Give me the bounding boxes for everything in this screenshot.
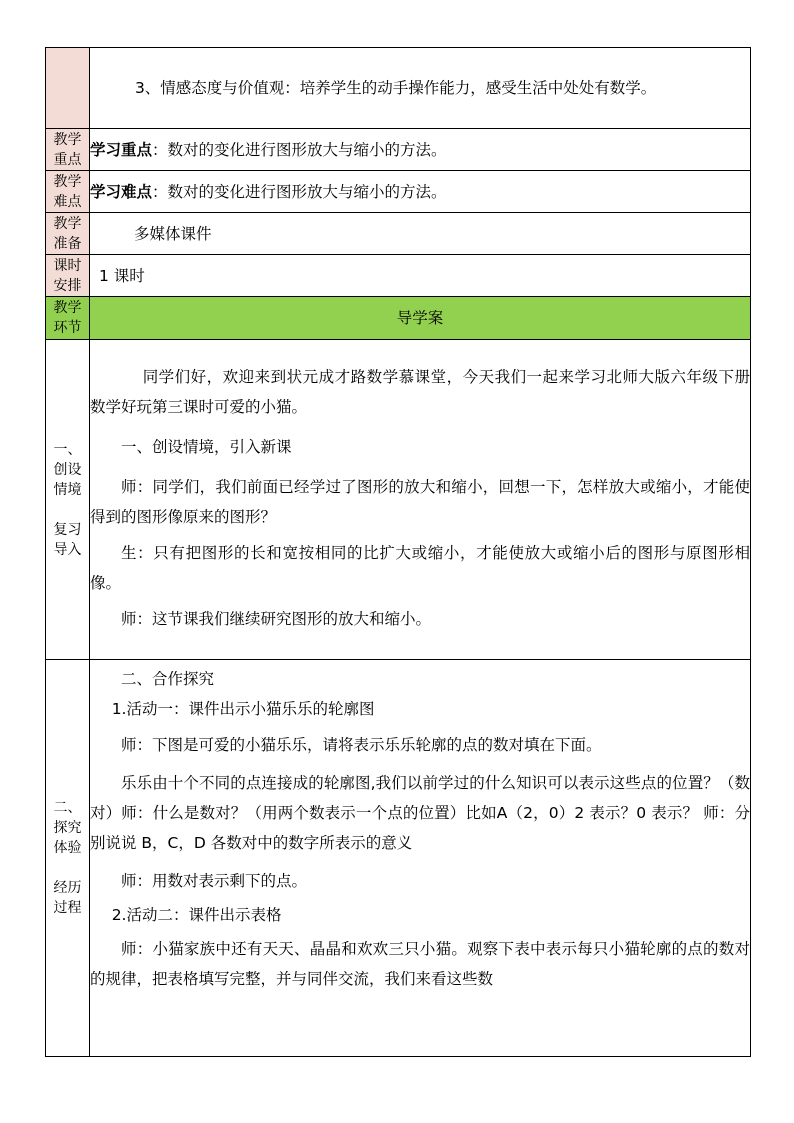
schedule-content: 1 课时	[90, 255, 751, 297]
section-header-label: 教学 环节	[46, 297, 90, 340]
activity2-title: 2.活动二：课件出示表格	[111, 906, 282, 924]
preparation-label: 教学 准备	[46, 213, 90, 255]
student-answer: 生：只有把图形的长和宽按相同的比扩大或缩小，才能使放大或缩小后的图形与原图形相像。	[90, 543, 750, 592]
activity1-discussion: 乐乐由十个不同的点连接成的轮廓图,我们以前学过的什么知识可以表示这些点的位置？（数对）师：什么是数对？（用两个数表示一个点的位置）比如A（2，0）2 表示？0 表示？ 师：分别说说 B，C，D 各数对中的数字所表示的意义	[90, 774, 750, 852]
difficulty-label: 教学 难点	[46, 171, 90, 213]
part2-label: 二、 探究 体验 经历 过程	[46, 660, 90, 1057]
part2-heading: 二、合作探究	[121, 670, 215, 688]
activity1-instruction: 师：下图是可爱的小猫乐乐，请将表示乐乐轮廓的点的数对填在下面。	[121, 736, 602, 754]
key-point-title: 学习重点	[90, 140, 153, 159]
emotion-goal-text: 3、情感态度与价值观：培养学生的动手操作能力，感受生活中处处有数学。	[134, 79, 657, 97]
part2-row	[46, 660, 751, 1057]
difficulty-row	[46, 171, 751, 213]
part1-label: 一、 创设 情境 复习 导入	[46, 340, 90, 660]
activity1-remaining: 师：用数对表示剩下的点。	[121, 872, 308, 890]
difficulty-text: ：数对的变化进行图形放大与缩小的方法。	[152, 182, 447, 201]
part1-row	[46, 340, 751, 660]
key-point-row	[46, 129, 751, 171]
goals-content-cell	[90, 48, 751, 129]
lesson-plan-table	[45, 47, 751, 1057]
part1-heading: 一、创设情境，引入新课	[121, 437, 292, 456]
teacher-transition: 师：这节课我们继续研究图形的放大和缩小。	[121, 609, 432, 628]
section-header-row	[46, 297, 751, 340]
preparation-content: 多媒体课件	[90, 213, 751, 255]
greeting-paragraph: 同学们好，欢迎来到状元成才路数学慕课堂，今天我们一起来学习北师大版六年级下册 数学好玩第三课时可爱的小猫。	[90, 367, 750, 416]
part1-content	[90, 340, 751, 660]
key-point-content	[90, 129, 751, 171]
difficulty-title: 学习难点	[90, 182, 153, 201]
key-point-text: ：数对的变化进行图形放大与缩小的方法。	[152, 140, 447, 159]
part2-content	[90, 660, 751, 1057]
teacher-question: 师：同学们，我们前面已经学过了图形的放大和缩小，回想一下，怎样放大或缩小，才能使得到的图形像原来的图形？	[90, 477, 750, 526]
goals-label-cell	[46, 48, 90, 129]
goals-row	[46, 48, 751, 129]
section-header-title: 导学案	[90, 297, 751, 340]
preparation-row	[46, 213, 751, 255]
schedule-label: 课时 安排	[46, 255, 90, 297]
key-point-label: 教学 重点	[46, 129, 90, 171]
difficulty-content	[90, 171, 751, 213]
activity2-instruction: 师：小猫家族中还有天天、晶晶和欢欢三只小猫。观察下表中表示每只小猫轮廓的点的数对的规律，把表格填写完整，并与同伴交流，我们来看这些数	[90, 940, 750, 988]
activity1-title: 1.活动一：课件出示小猫乐乐的轮廓图	[111, 700, 375, 718]
schedule-row	[46, 255, 751, 297]
